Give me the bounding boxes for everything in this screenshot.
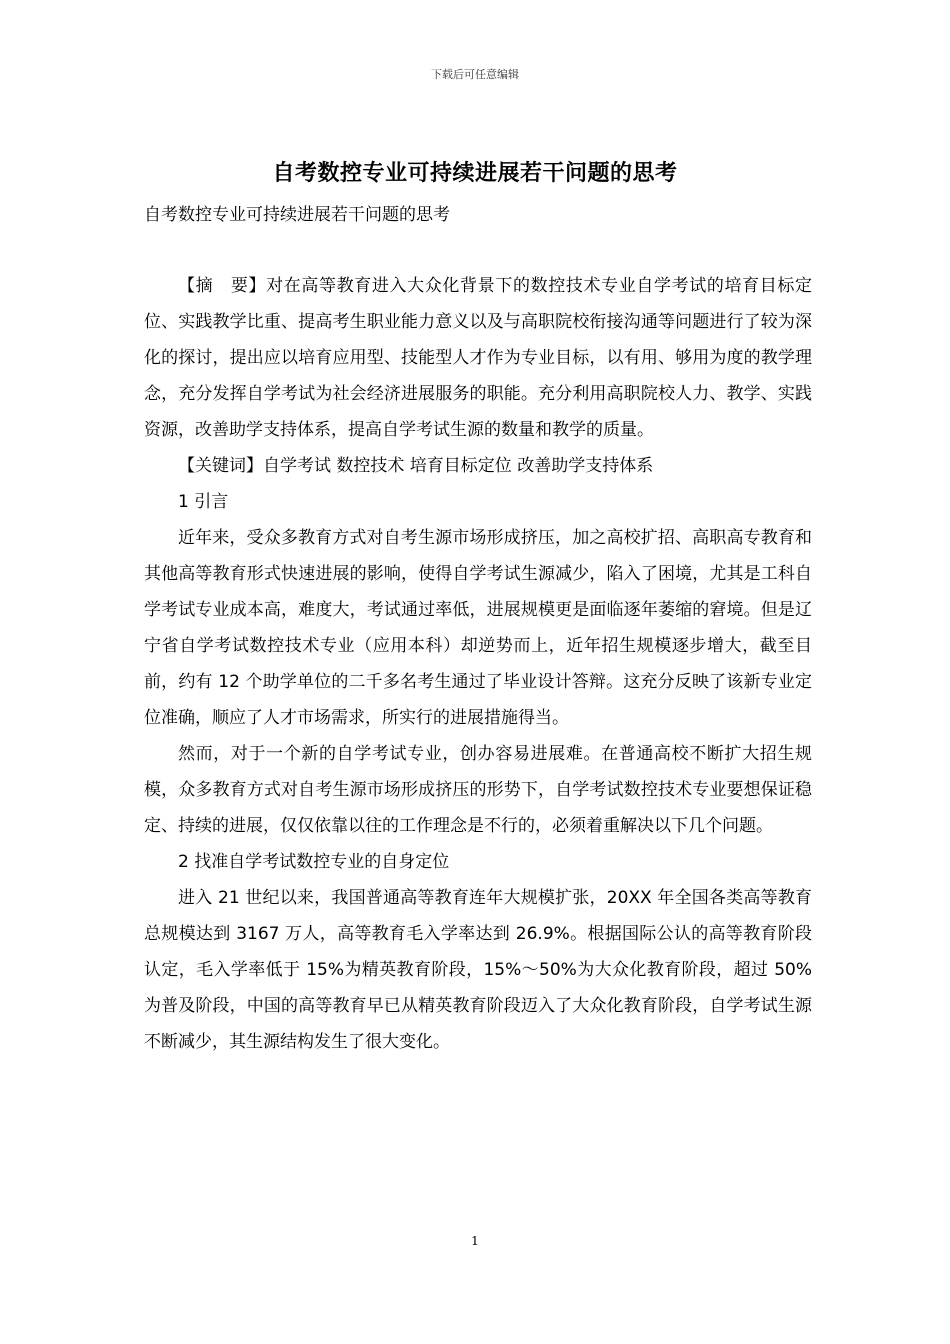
page-header-note: 下载后可任意编辑 xyxy=(431,68,519,81)
abstract-paragraph: 【摘 要】对在高等教育进入大众化背景下的数控技术专业自学考试的培育目标定位、实践教学比重、提高考生职业能力意义以及与高职院校衔接沟通等问题进行了较为深化的探讨，提出应以培育应用型、技能型人才作为专业目标，以有用、够用为度的教学理念，充分发挥自学考试为社会经济进展服务的职能。充分利用高职院校人力、教学、实践资源，改善助学支持体系，提高自学考试生源的数量和教学的质量。 xyxy=(144,276,812,440)
section-2-heading: 2 找准自学考试数控专业的自身定位 xyxy=(178,852,450,872)
section-1-heading: 1 引言 xyxy=(178,492,229,512)
body-paragraph: 进入 21 世纪以来，我国普通高等教育连年大规模扩张，20XX 年全国各类高等教育总规模达到 3167 万人，高等教育毛入学率达到 26.9%。根据国际公认的高等教育阶段认定，毛入学率低于 15%为精英教育阶段，15%～50%为大众化教育阶段，超过 50%为普及阶段，中国的高等教育早已从精英教育阶段迈入了大众化教育阶段，自学考试生源不断减少，其生源结构发生了很大变化。 xyxy=(144,888,812,1052)
page-number: 1 xyxy=(471,1234,479,1248)
document-body xyxy=(144,268,812,1060)
body-paragraph: 然而，对于一个新的自学考试专业，创办容易进展难。在普通高校不断扩大招生规模，众多教育方式对自考生源市场形成挤压的形势下，自学考试数控技术专业要想保证稳定、持续的进展，仅仅依靠以往的工作理念是不行的，必须着重解决以下几个问题。 xyxy=(144,744,812,836)
body-paragraph: 近年来，受众多教育方式对自考生源市场形成挤压，加之高校扩招、高职高专教育和其他高等教育形式快速进展的影响，使得自学考试生源减少，陷入了困境，尤其是工科自学考试专业成本高，难度大，考试通过率低，进展规模更是面临逐年萎缩的窘境。但是辽宁省自学考试数控技术专业（应用本科）却逆势而上，近年招生规模逐步增大，截至目前，约有 12 个助学单位的二千多名考生通过了毕业设计答辩。这充分反映了该新专业定位准确，顺应了人才市场需求，所实行的进展措施得当。 xyxy=(144,528,812,728)
keywords-paragraph: 【关键词】自学考试 数控技术 培育目标定位 改善助学支持体系 xyxy=(178,456,654,476)
document-subtitle: 自考数控专业可持续进展若干问题的思考 xyxy=(144,205,450,225)
document-title: 自考数控专业可持续进展若干问题的思考 xyxy=(272,161,678,186)
